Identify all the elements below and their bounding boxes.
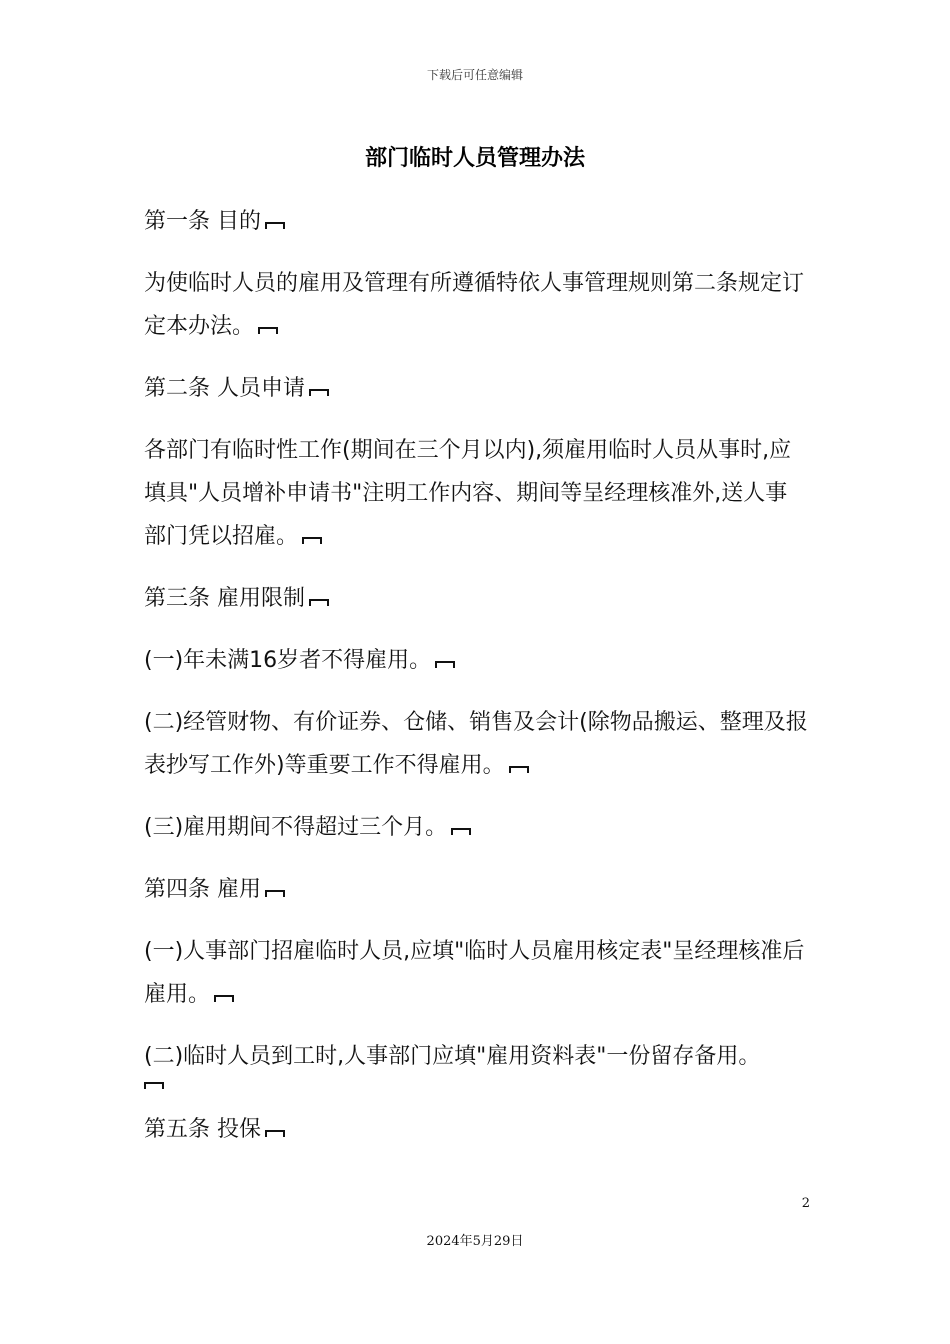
document-body [144, 200, 808, 1170]
paragraph-text: 各部门有临时性工作(期间在三个月以内),须雇用临时人员从事时,应填具"人员增补申请书"注明工作内容、期间等呈经理核准外,送人事部门凭以招雇。 [144, 438, 792, 549]
article-heading [144, 868, 808, 911]
paragraph-text: (一)年未满16岁者不得雇用。 [144, 648, 432, 673]
article-heading [144, 1108, 808, 1151]
article-paragraph [144, 930, 808, 1016]
paragraph-text: (二)临时人员到工时,人事部门应填"雇用资料表"一份留存备用。 [144, 1044, 761, 1069]
paragraph-text: (一)人事部门招雇临时人员,应填"临时人员雇用核定表"呈经理核准后雇用。 [144, 939, 805, 1007]
paragraph-mark-icon [265, 222, 285, 229]
article-paragraph [144, 639, 808, 682]
paragraph-mark-icon [509, 766, 529, 773]
paragraph-mark-icon [435, 661, 455, 668]
article-heading [144, 367, 808, 410]
paragraph-text: (二)经管财物、有价证券、仓储、销售及会计(除物品搬运、整理及报表抄写工作外)等重要工作不得雇用。 [144, 710, 808, 778]
article-paragraph [144, 429, 808, 558]
header-note: 下载后可任意编辑 [426, 68, 523, 82]
paragraph-text: 第一条 目的 [144, 209, 261, 234]
article-paragraph [144, 1035, 808, 1089]
article-heading [144, 200, 808, 243]
paragraph-text: 第三条 雇用限制 [144, 586, 305, 611]
page-number: 2 [801, 1196, 810, 1211]
paragraph-mark-icon [144, 1082, 164, 1089]
paragraph-mark-icon [309, 599, 329, 606]
article-paragraph [144, 806, 808, 849]
paragraph-text: 为使临时人员的雇用及管理有所遵循特依人事管理规则第二条规定订定本办法。 [144, 271, 805, 339]
paragraph-mark-icon [302, 537, 322, 544]
paragraph-text: 第二条 人员申请 [144, 376, 305, 401]
paragraph-mark-icon [309, 389, 329, 396]
paragraph-mark-icon [258, 327, 278, 334]
paragraph-text: 第四条 雇用 [144, 877, 261, 902]
document-title: 部门临时人员管理办法 [364, 146, 585, 171]
paragraph-text: (三)雇用期间不得超过三个月。 [144, 815, 448, 840]
paragraph-mark-icon [214, 995, 234, 1002]
article-paragraph [144, 701, 808, 787]
footer-date: 2024年5月29日 [426, 1234, 524, 1249]
paragraph-mark-icon [451, 828, 471, 835]
article-heading [144, 577, 808, 620]
article-paragraph [144, 262, 808, 348]
paragraph-mark-icon [265, 1130, 285, 1137]
paragraph-mark-icon [265, 890, 285, 897]
paragraph-text: 第五条 投保 [144, 1117, 261, 1142]
